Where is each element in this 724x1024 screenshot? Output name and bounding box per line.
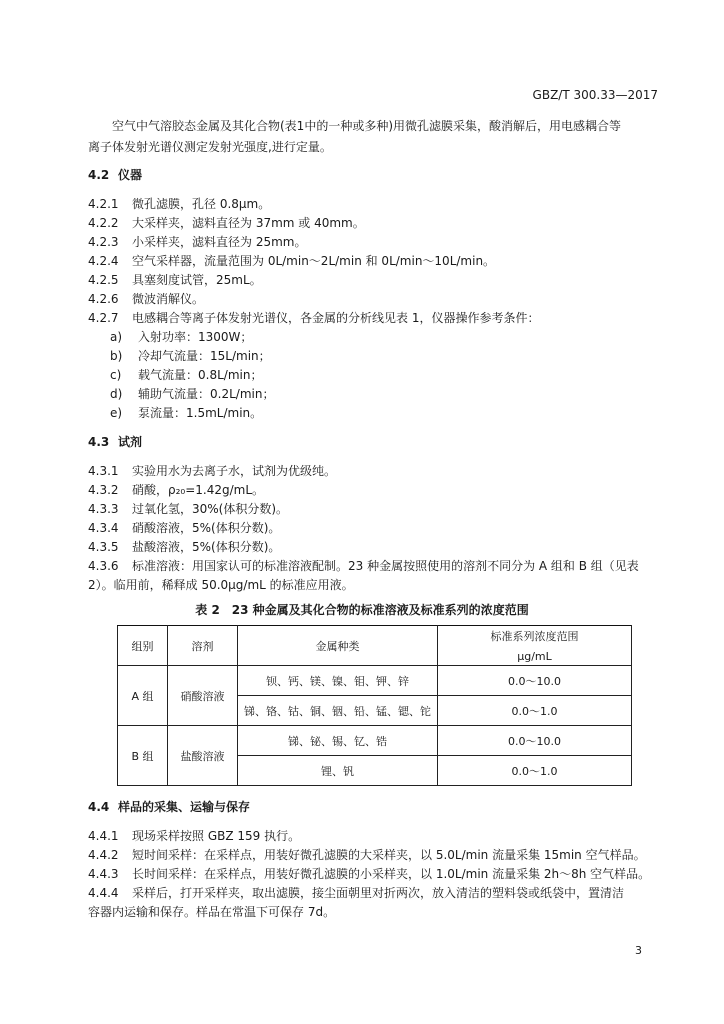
section-heading-4-4: 4.4 样品的采集、运输与保存 — [88, 800, 251, 814]
cell-metals: 锂、钒 — [238, 756, 438, 786]
condition-item: a) 入射功率：1300W； — [110, 330, 253, 344]
clause-4-2-7: 4.2.7 电感耦合等离子体发射光谱仪，各金属的分析线见表 1，仪器操作参考条件： — [88, 311, 540, 325]
intro-line-1: 空气中气溶胶态金属及其化合物(表1中的一种或多种)用微孔滤膜采集，酸消解后，用电感耦合等 — [112, 119, 622, 133]
header-metals: 金属种类 — [238, 626, 438, 666]
section-heading-4-3: 4.3 试剂 — [88, 435, 143, 449]
clause-4-4-2: 4.4.2 短时间采样：在采样点，用装好微孔滤膜的大采样夹，以 5.0L/min 流量采集 15min 空气样品。 — [88, 848, 646, 862]
section-title: 样品的采集、运输与保存 — [118, 800, 251, 814]
clause-4-3-4: 4.3.4 硝酸溶液，5%(体积分数)。 — [88, 521, 281, 535]
table-row — [118, 666, 632, 696]
cell-range: 0.0～10.0 — [438, 726, 632, 756]
clause-4-2-2: 4.2.2 大采样夹，滤料直径为 37mm 或 40mm。 — [88, 216, 365, 230]
clause-4-3-6-continued: 2）。临用前，稀释成 50.0μg/mL 的标准应用液。 — [88, 578, 354, 592]
condition-item: e) 泵流量：1.5mL/min。 — [110, 406, 263, 420]
header-solvent: 溶剂 — [168, 626, 238, 666]
standard-series-table — [117, 625, 632, 786]
clause-4-4-4-continued: 容器内运输和保存。样品在常温下可保存 7d。 — [88, 905, 336, 919]
cell-group: A 组 — [118, 666, 168, 726]
cell-metals: 钡、钙、镁、镍、钼、钾、锌 — [238, 666, 438, 696]
standard-number: GBZ/T 300.33—2017 — [532, 88, 658, 102]
cell-range: 0.0～1.0 — [438, 696, 632, 726]
clause-4-4-4: 4.4.4 采样后，打开采样夹，取出滤膜，接尘面朝里对折两次，放入清洁的塑料袋或纸袋中，置清洁 — [88, 886, 625, 900]
condition-item: c) 载气流量：0.8L/min； — [110, 368, 263, 382]
table-row — [118, 726, 632, 756]
cell-range: 0.0～10.0 — [438, 666, 632, 696]
page-number: 3 — [635, 944, 642, 957]
clause-4-3-1: 4.3.1 实验用水为去离子水，试剂为优级纯。 — [88, 464, 337, 478]
clause-4-3-5: 4.3.5 盐酸溶液，5%(体积分数)。 — [88, 540, 281, 554]
clause-4-3-2: 4.3.2 硝酸，ρ₂₀=1.42g/mL。 — [88, 483, 265, 497]
section-heading-4-2: 4.2 仪器 — [88, 168, 143, 182]
clause-4-4-3: 4.4.3 长时间采样：在采样点，用装好微孔滤膜的小采样夹，以 1.0L/min 流量采集 2h～8h 空气样品。 — [88, 867, 651, 881]
condition-item: d) 辅助气流量：0.2L/min； — [110, 387, 275, 401]
clause-4-2-5: 4.2.5 具塞刻度试管，25mL。 — [88, 273, 262, 287]
clause-4-2-4: 4.2.4 空气采样器，流量范围为 0L/min～2L/min 和 0L/min～10L/min。 — [88, 254, 496, 268]
clause-4-2-3: 4.2.3 小采样夹，滤料直径为 25mm。 — [88, 235, 307, 249]
table-header-row — [118, 626, 632, 666]
table-caption: 表 2 23 种金属及其化合物的标准溶液及标准系列的浓度范围 — [195, 603, 529, 617]
cell-solvent: 硝酸溶液 — [168, 666, 238, 726]
clause-4-4-1: 4.4.1 现场采样按照 GBZ 159 执行。 — [88, 829, 301, 843]
cell-range: 0.0～1.0 — [438, 756, 632, 786]
cell-metals: 锑、铬、钴、铜、铟、铅、锰、锶、铊 — [238, 696, 438, 726]
section-title: 仪器 — [118, 168, 143, 182]
intro-line-2: 离子体发射光谱仪测定发射光强度,进行定量。 — [88, 140, 332, 154]
condition-item: b) 冷却气流量：15L/min； — [110, 349, 271, 363]
clause-4-3-6: 4.3.6 标准溶液：用国家认可的标准溶液配制。23 种金属按照使用的溶剂不同分为 A 组和 B 组（见表 — [88, 559, 639, 573]
header-range — [438, 626, 632, 666]
header-range-label: 标准系列浓度范围 — [490, 630, 579, 643]
cell-metals: 锑、铋、锡、钇、锆 — [238, 726, 438, 756]
cell-solvent: 盐酸溶液 — [168, 726, 238, 786]
cell-group: B 组 — [118, 726, 168, 786]
intro-paragraph — [88, 116, 656, 158]
header-range-unit: μg/mL — [517, 650, 552, 663]
clause-4-3-3: 4.3.3 过氧化氢，30%(体积分数)。 — [88, 502, 289, 516]
clause-4-2-1: 4.2.1 微孔滤膜，孔径 0.8μm。 — [88, 197, 271, 211]
clause-4-2-6: 4.2.6 微波消解仪。 — [88, 292, 205, 306]
section-title: 试剂 — [118, 435, 143, 449]
header-group: 组别 — [118, 626, 168, 666]
